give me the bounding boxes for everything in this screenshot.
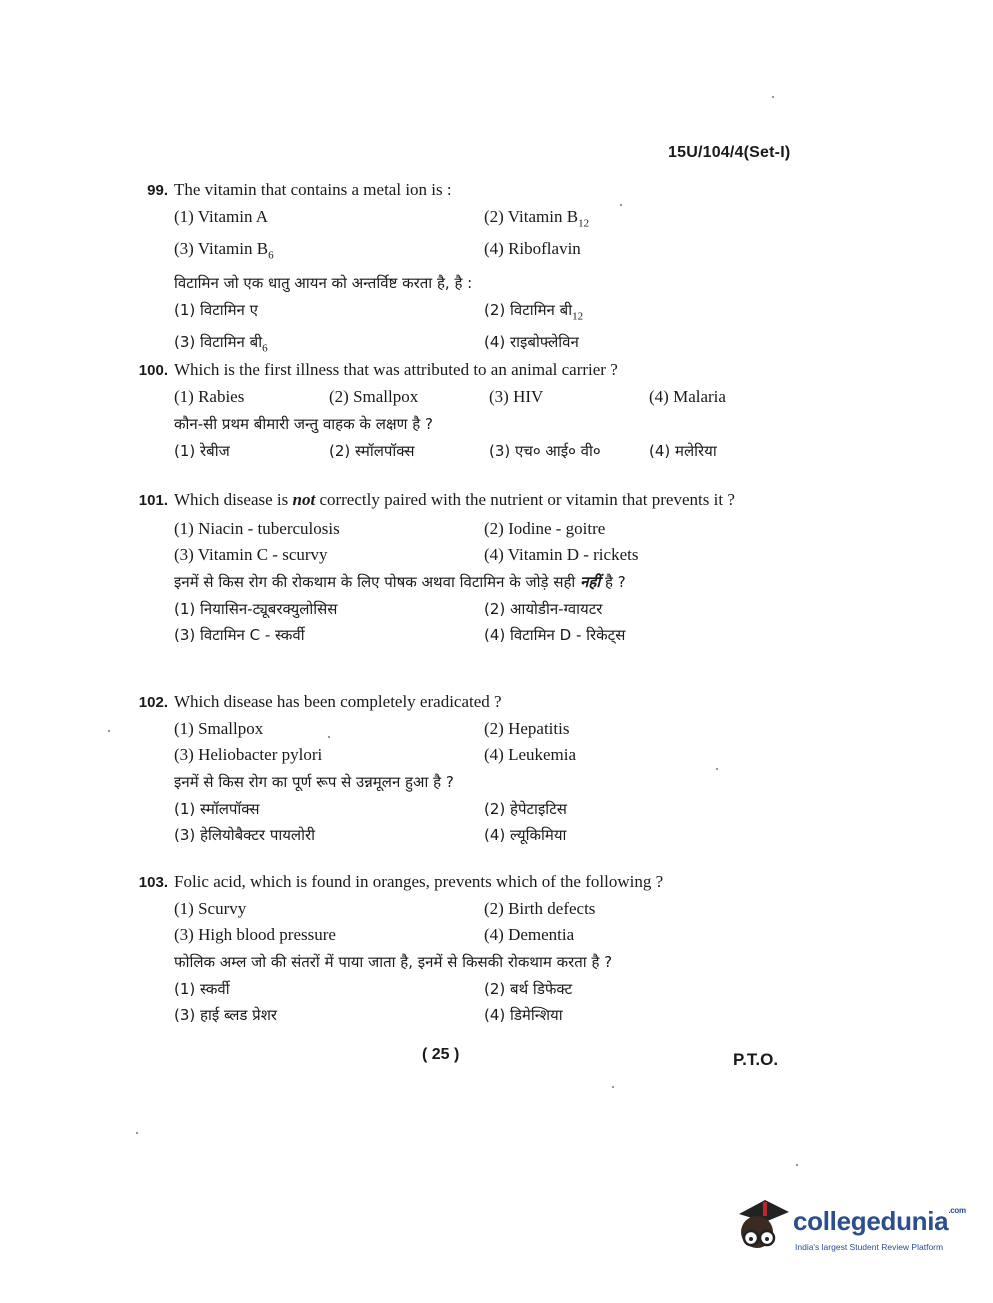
question-text: The vitamin that contains a metal ion is : (174, 180, 452, 199)
question-text: Folic acid, which is found in oranges, prevents which of the following ? (174, 872, 664, 891)
scan-speck (136, 1132, 138, 1134)
option-3: (3) Vitamin C - scurvy (174, 545, 328, 564)
options-english (174, 386, 800, 408)
page-number: ( 25 ) (422, 1046, 460, 1063)
option-1: (1) Rabies (174, 387, 245, 406)
question-100 (110, 360, 800, 462)
option-2-hindi: (2) बर्थ डिफेक्ट (484, 980, 573, 998)
emphasis-nahin: नहीं (580, 573, 601, 591)
question-text-hindi: विटामिन जो एक धातु आयन को अन्तर्विष्ट करता है, है : (174, 273, 473, 292)
option-4: (4) Dementia (484, 925, 575, 944)
option-2: (2) Iodine - goitre (484, 519, 606, 538)
question-number: 99. (147, 182, 168, 199)
options-hindi (174, 299, 800, 360)
scan-speck (108, 730, 110, 732)
option-4-hindi: (4) मलेरिया (649, 442, 717, 460)
question-text-hindi: इनमें से किस रोग की रोकथाम के लिए पोषक अथवा विटामिन के जोड़े सही नहीं है ? (174, 573, 626, 591)
question-text-hindi: कौन-सी प्रथम बीमारी जन्तु वाहक के लक्षण है ? (174, 415, 433, 433)
emphasis-not: not (292, 490, 316, 509)
option-3-hindi: (3) विटामिन C - स्कर्वी (174, 626, 305, 644)
brand-name: collegedunia$^{.com}$ (793, 1206, 966, 1236)
option-4-hindi: (4) विटामिन D - रिकेट्स (484, 626, 626, 644)
options-english (174, 718, 800, 766)
option-1: (1) Niacin - tuberculosis (174, 519, 340, 538)
option-2-hindi: (2) स्मॉलपॉक्स (329, 442, 415, 460)
scan-speck (796, 1164, 798, 1166)
scan-speck (328, 736, 330, 738)
question-number: 103. (138, 874, 168, 891)
question-101 (110, 490, 800, 646)
option-4-hindi: (4) डिमेन्शिया (484, 1006, 563, 1024)
option-2: (2) Hepatitis (484, 719, 570, 738)
options-english (174, 518, 800, 566)
option-3: (3) HIV (489, 387, 544, 406)
option-2-hindi: (2) हेपेटाइटिस (484, 800, 567, 818)
option-2-hindi: (2) विटामिन $बी_{12}$ (484, 300, 584, 323)
question-103 (110, 872, 800, 1026)
scan-speck (620, 204, 622, 206)
option-2: (2) Vitamin $B_{12}$ (484, 207, 590, 230)
option-3-hindi: (3) विटामिन $बी_6$ (174, 333, 268, 355)
option-1-hindi: (1) स्कर्वी (174, 980, 230, 998)
question-number: 101. (138, 492, 168, 509)
option-1-hindi: (1) रेबीज (174, 442, 230, 460)
option-1-hindi: (1) स्मॉलपॉक्स (174, 800, 260, 818)
option-1: (1) Vitamin A (174, 207, 269, 226)
question-text-hindi: इनमें से किस रोग का पूर्ण रूप से उन्नमूलन हुआ है ? (174, 773, 454, 791)
pto-label: P.T.O. (733, 1050, 779, 1069)
collegedunia-mascot-icon (735, 1196, 791, 1256)
option-1: (1) Smallpox (174, 719, 264, 738)
options-english (174, 898, 800, 946)
option-4: (4) Leukemia (484, 745, 577, 764)
question-text: Which disease has been completely eradicated ? (174, 692, 502, 711)
option-2-hindi: (2) आयोडीन-ग्वायटर (484, 600, 603, 618)
question-99 (110, 180, 800, 360)
question-number: 102. (138, 694, 168, 711)
option-4-hindi: (4) राइबोफ्लेविन (484, 333, 579, 352)
question-text: Which is the first illness that was attributed to an animal carrier ? (174, 360, 618, 379)
options-hindi (174, 978, 800, 1026)
option-3: (3) Vitamin $B_6$ (174, 239, 274, 262)
question-102 (110, 692, 800, 846)
option-3: (3) Heliobacter pylori (174, 745, 323, 764)
scan-speck (612, 1086, 614, 1088)
option-4: (4) Vitamin D - rickets (484, 545, 639, 564)
question-text: Which disease is not correctly paired with the nutrient or vitamin that prevents it ? (174, 490, 735, 509)
options-hindi (174, 798, 800, 846)
option-3: (3) High blood pressure (174, 925, 336, 944)
collegedunia-watermark (735, 1196, 965, 1260)
question-text-hindi: फोलिक अम्ल जो की संतरों में पाया जाता है, इनमें से किसकी रोकथाम करता है ? (174, 953, 613, 971)
option-3-hindi: (3) हाई ब्लड प्रेशर (174, 1006, 278, 1024)
option-2: (2) Smallpox (329, 387, 419, 406)
options-english (174, 206, 800, 267)
option-4: (4) Malaria (649, 387, 726, 406)
brand-tagline: India's largest Student Review Platform (795, 1242, 944, 1252)
option-3-hindi: (3) एच० आई० वी० (489, 442, 601, 460)
option-1-hindi: (1) नियासिन-ट्यूबरक्युलोसिस (174, 600, 338, 618)
options-hindi (174, 598, 800, 646)
paper-code: 15U/104/4(Set-I) (668, 144, 791, 161)
option-2: (2) Birth defects (484, 899, 596, 918)
scan-speck (716, 768, 718, 770)
question-number: 100. (138, 362, 168, 379)
option-1-hindi: (1) विटामिन ए (174, 300, 258, 319)
option-3-hindi: (3) हेलियोबैक्टर पायलोरी (174, 826, 316, 844)
scan-speck (772, 96, 774, 98)
option-4-hindi: (4) ल्यूकिमिया (484, 826, 567, 844)
option-4: (4) Riboflavin (484, 239, 581, 259)
option-1: (1) Scurvy (174, 899, 247, 918)
options-hindi (174, 440, 800, 462)
